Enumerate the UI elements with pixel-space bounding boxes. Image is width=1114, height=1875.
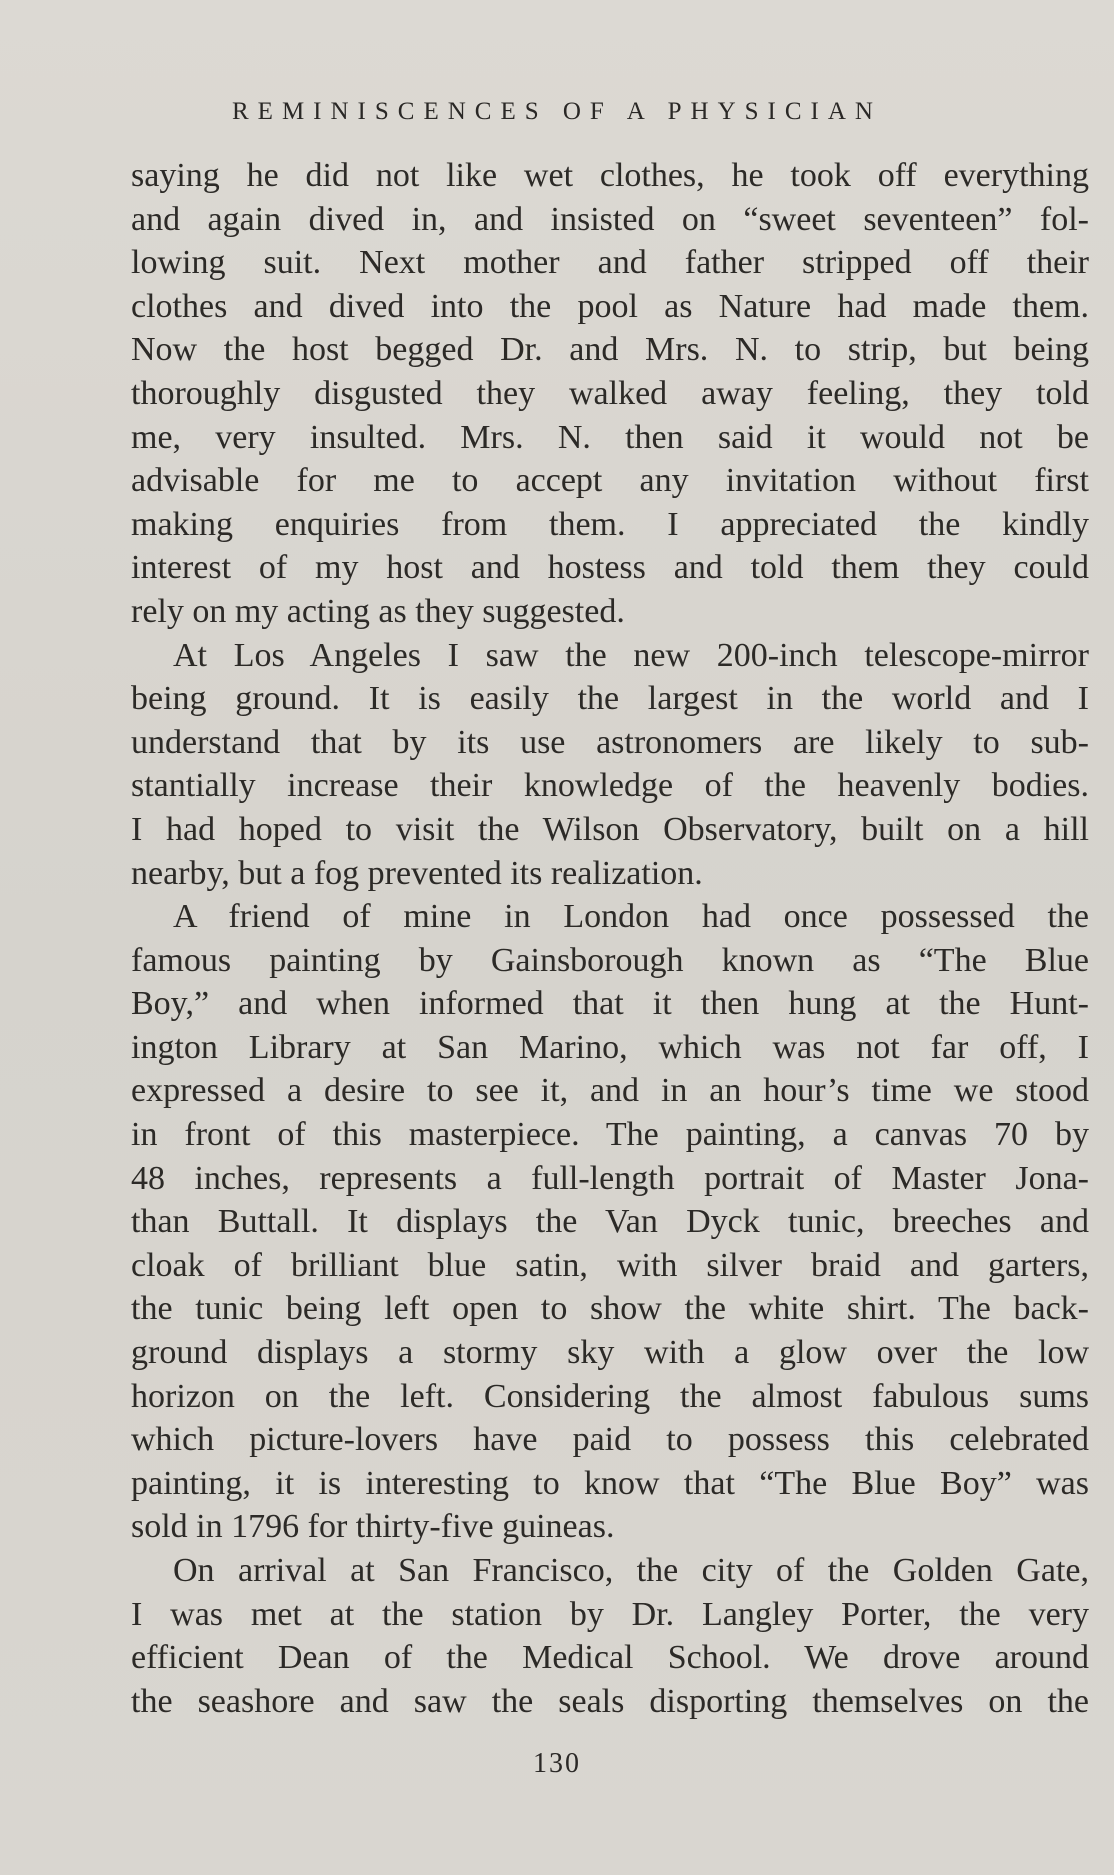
text-line: clothes and dived into the pool as Nature had made them. (131, 287, 1089, 325)
text-line: ground displays a stormy sky with a glow over the low (131, 1334, 1089, 1372)
text-line: famous painting by Gainsborough known as “The Blue (131, 941, 1089, 979)
text-line: horizon on the left. Considering the almost fabulous sums (131, 1377, 1089, 1415)
text-line: ington Library at San Marino, which was not far off, I (131, 1028, 1089, 1066)
text-line: in front of this masterpiece. The painting, a canvas 70 by (131, 1116, 1089, 1154)
text-line: rely on my acting as they suggested. (131, 592, 625, 630)
text-line: the tunic being left open to show the white shirt. The back- (131, 1290, 1089, 1328)
text-line: the seashore and saw the seals disporting themselves on the (131, 1682, 1089, 1720)
text-line: me, very insulted. Mrs. N. then said it would not be (131, 418, 1089, 456)
text-line: than Buttall. It displays the Van Dyck tunic, breeches and (131, 1203, 1089, 1241)
text-line: which picture-lovers have paid to possess this celebrated (131, 1421, 1089, 1459)
text-line: efficient Dean of the Medical School. We drove around (131, 1639, 1089, 1677)
text-line: understand that by its use astronomers are likely to sub- (131, 723, 1089, 761)
text-line: nearby, but a fog prevented its realization. (131, 854, 703, 892)
body-text (131, 154, 1089, 1723)
text-line: Now the host begged Dr. and Mrs. N. to strip, but being (131, 331, 1089, 369)
text-line: On arrival at San Francisco, the city of the Golden Gate, (173, 1552, 1089, 1589)
text-line: painting, it is interesting to know that “The Blue Boy” was (131, 1464, 1089, 1502)
text-line: expressed a desire to see it, and in an hour’s time we stood (131, 1072, 1089, 1110)
text-line: advisable for me to accept any invitation without first (131, 462, 1089, 500)
text-line: I was met at the station by Dr. Langley Porter, the very (131, 1595, 1089, 1633)
text-line: 48 inches, represents a full-length portrait of Master Jona- (131, 1159, 1089, 1197)
text-line: I had hoped to visit the Wilson Observatory, built on a hill (131, 810, 1089, 848)
text-line: lowing suit. Next mother and father stripped off their (131, 244, 1089, 282)
running-head: REMINISCENCES OF A PHYSICIAN (232, 98, 882, 125)
page-number: 130 (533, 1748, 581, 1779)
text-line: stantially increase their knowledge of the heavenly bodies. (131, 767, 1089, 805)
text-line: saying he did not like wet clothes, he took off everything (131, 157, 1089, 194)
text-line: A friend of mine in London had once possessed the (173, 898, 1089, 936)
text-line: sold in 1796 for thirty-five guineas. (131, 1508, 615, 1546)
text-line: cloak of brilliant blue satin, with silver braid and garters, (131, 1246, 1089, 1284)
text-line: interest of my host and hostess and told them they could (131, 549, 1089, 587)
text-line: thoroughly disgusted they walked away feeling, they told (131, 374, 1089, 412)
text-line: At Los Angeles I saw the new 200-inch telescope-mirror (173, 636, 1089, 674)
text-line: making enquiries from them. I appreciated the kindly (131, 505, 1089, 543)
text-line: being ground. It is easily the largest in the world and I (131, 680, 1089, 718)
text-line: and again dived in, and insisted on “sweet seventeen” fol- (131, 200, 1089, 238)
text-line: Boy,” and when informed that it then hung at the Hunt- (131, 985, 1089, 1023)
